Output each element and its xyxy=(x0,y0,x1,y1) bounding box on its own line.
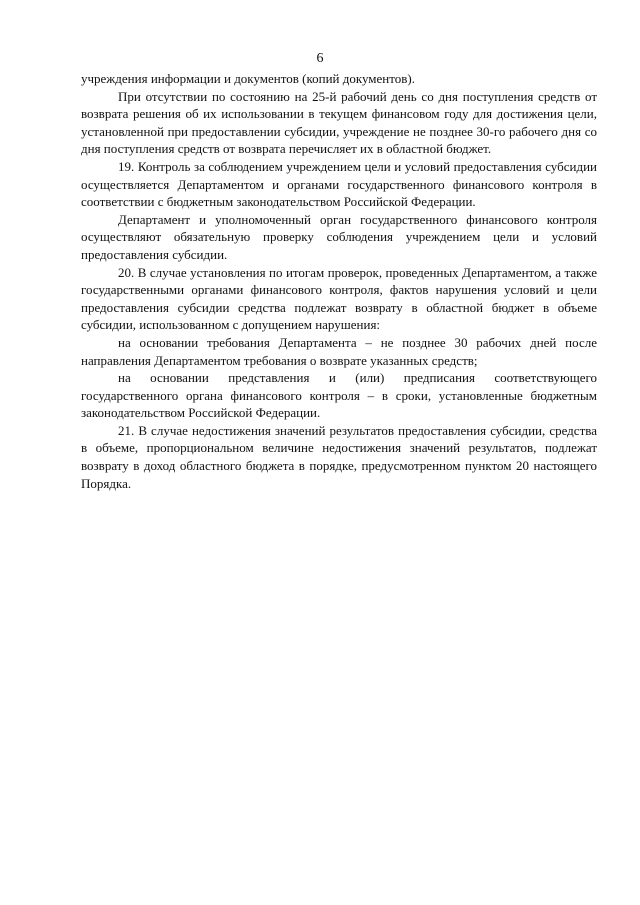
paragraph-mandatory-check: Департамент и уполномоченный орган государственного финансового контроля осуществляют обязательную проверку соблюдения учреждением цели и условий предоставления субсидии. xyxy=(81,211,597,262)
paragraph-19-control: 19. Контроль за соблюдением учреждением цели и условий предоставления субсидии осуществляется Департаментом и органами государственного финансового контроля в соответствии с бюджетным законодательством Российской Федерации. xyxy=(81,158,597,210)
paragraph-return-deadline: При отсутствии по состоянию на 25-й рабочий день со дня поступления средств от возврата решения об их использовании в текущем финансовом году для достижения цели, установленной при предоставлении субсидии, учреждение не позднее 30-го рабочего дня со дня поступления средств от возврата перечисляет их в областной бюджет. xyxy=(81,88,597,157)
paragraph-20-violations: 20. В случае установления по итогам проверок, проведенных Департаментом, а также государственными органами финансового контроля, фактов нарушения условий и цели предоставления субсидии средства подлежат возврату в областной бюджет в объеме субсидии, использованном с допущением нарушения: xyxy=(81,264,597,333)
paragraph-control-body-order: на основании представления и (или) предписания соответствующего государственного органа финансового контроля – в сроки, установленные бюджетным законодательством Российской Федерации. xyxy=(81,370,597,421)
paragraph-department-demand: на основании требования Департамента – не позднее 30 рабочих дней после направления Департаментом требования о возврате указанных средств; xyxy=(81,334,597,368)
page-number: 6 xyxy=(316,51,324,66)
paragraph-continuation: учреждения информации и документов (копий документов). xyxy=(81,71,415,86)
paragraph-21-results: 21. В случае недостижения значений результатов предоставления субсидии, средства в объеме, пропорциональном величине недостижения значений результатов, подлежат возврату в доход областного бюджета в порядке, предусмотренном пунктом 20 настоящего Порядка. xyxy=(81,422,597,491)
document-body xyxy=(81,70,597,492)
